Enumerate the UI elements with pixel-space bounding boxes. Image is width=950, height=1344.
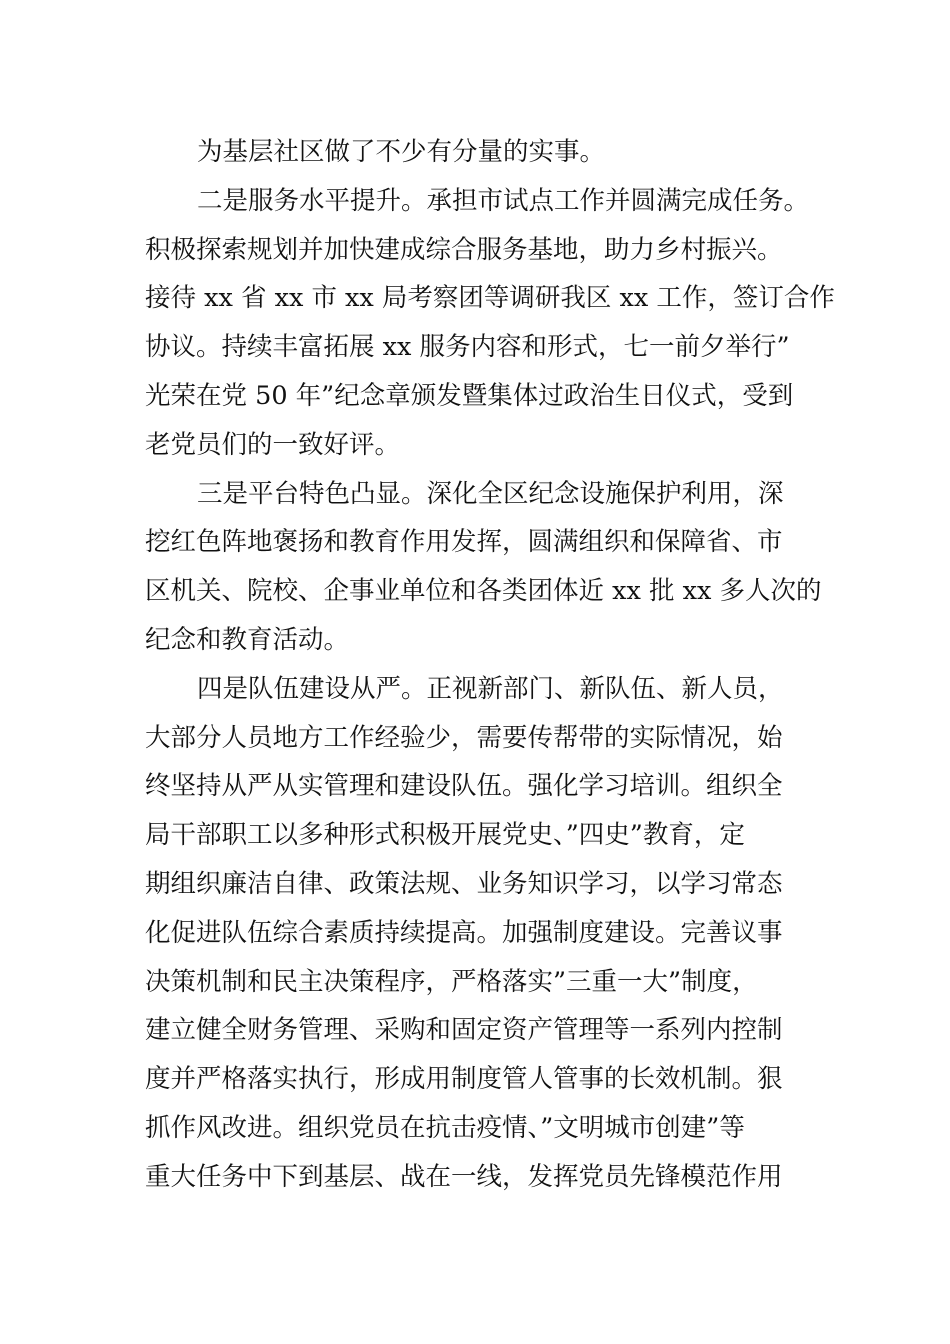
text-line: 重大任务中下到基层、战在一线，发挥党员先锋模范作用 <box>145 1161 783 1192</box>
text-line: 终坚持从严从实管理和建设队伍。强化学习培训。组织全 <box>145 771 783 802</box>
paragraph-start-line: 三是平台特色凸显。深化全区纪念设施保护利用，深 <box>197 478 784 509</box>
text-line: 为基层社区做了不少有分量的实事。 <box>197 137 606 167</box>
text-line: 建立健全财务管理、采购和固定资产管理等一系列内控制 <box>145 1015 783 1046</box>
text-line: 抓作风改进。组织党员在抗击疫情、”文明城市创建”等 <box>145 1112 745 1143</box>
text-line: 期组织廉洁自律、政策法规、业务知识学习，以学习常态 <box>145 868 783 899</box>
text-line: 度并严格落实执行，形成用制度管人管事的长效机制。狠 <box>145 1064 783 1095</box>
text-line: 大部分人员地方工作经验少，需要传帮带的实际情况，始 <box>145 722 783 753</box>
text-line: 光荣在党 50 年”纪念章颁发暨集体过政治生日仪式，受到 <box>145 380 794 411</box>
text-line: 接待 xx 省 xx 市 xx 局考察团等调研我区 xx 工作，签订合作 <box>145 283 835 314</box>
text-line: 局干部职工以多种形式积极开展党史、”四史”教育，定 <box>145 820 745 851</box>
text-line: 区机关、院校、企事业单位和各类团体近 xx 批 xx 多人次的 <box>145 576 822 607</box>
text-line: 老党员们的一致好评。 <box>145 429 401 460</box>
text-line: 决策机制和民主决策程序，严格落实”三重一大”制度， <box>145 966 758 997</box>
paragraph-start-line: 四是队伍建设从严。正视新部门、新队伍、新人员， <box>197 673 784 704</box>
document-body <box>145 128 835 1202</box>
text-line: 化促进队伍综合素质持续提高。加强制度建设。完善议事 <box>145 917 783 948</box>
text-line: 挖红色阵地褒扬和教育作用发挥，圆满组织和保障省、市 <box>145 527 783 558</box>
text-line: 纪念和教育活动。 <box>145 624 350 655</box>
text-line: 积极探索规划并加快建成综合服务基地，助力乡村振兴。 <box>145 234 783 265</box>
text-line: 协议。持续丰富拓展 xx 服务内容和形式，七一前夕举行” <box>145 332 790 363</box>
paragraph-start-line: 二是服务水平提升。承担市试点工作并圆满完成任务。 <box>197 185 810 216</box>
